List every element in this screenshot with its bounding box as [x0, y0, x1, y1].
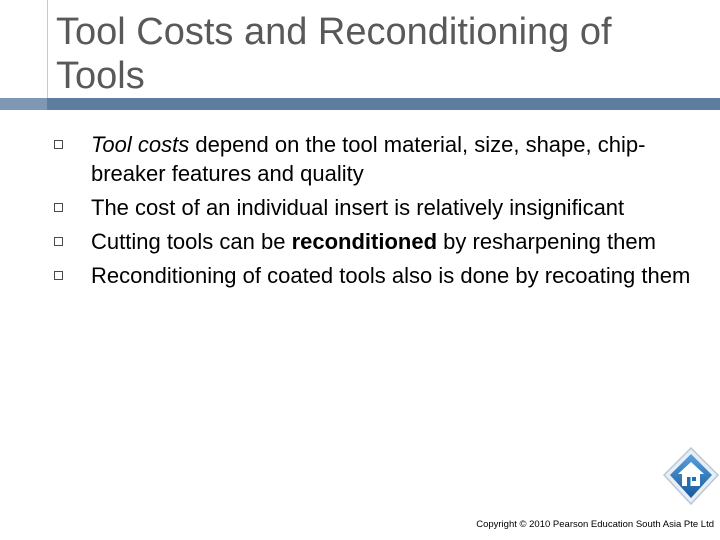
copyright-text: Copyright © 2010 Pearson Education South Asia Pte Ltd	[476, 519, 714, 530]
bullet-item	[54, 227, 704, 256]
bullet-text-bold: reconditioned	[291, 229, 438, 254]
accent-bar	[0, 98, 720, 110]
bullet-text-run: Cutting tools can be	[91, 229, 292, 254]
home-icon[interactable]	[662, 446, 720, 508]
accent-bar-left	[0, 98, 47, 110]
square-bullet-icon	[54, 237, 63, 246]
bullet-text-italic: Tool costs	[91, 132, 190, 157]
bullet-text	[91, 229, 656, 254]
square-bullet-icon	[54, 203, 63, 212]
bullet-list	[54, 130, 704, 295]
slide-title: Tool Costs and Reconditioning of Tools	[56, 11, 612, 97]
bullet-text: The cost of an individual insert is relatively insignificant	[91, 195, 625, 220]
bullet-item	[54, 261, 704, 290]
bullet-text-run: depend on the tool material, size, shape, chip-breaker features and quality	[91, 132, 646, 186]
bullet-item	[54, 130, 704, 188]
square-bullet-icon	[54, 271, 63, 280]
bullet-text: Reconditioning of coated tools also is done by recoating them	[91, 263, 691, 288]
bullet-text-run: by resharpening them	[437, 229, 656, 254]
bullet-item	[54, 193, 704, 222]
square-bullet-icon	[54, 140, 63, 149]
bullet-text	[91, 132, 645, 186]
